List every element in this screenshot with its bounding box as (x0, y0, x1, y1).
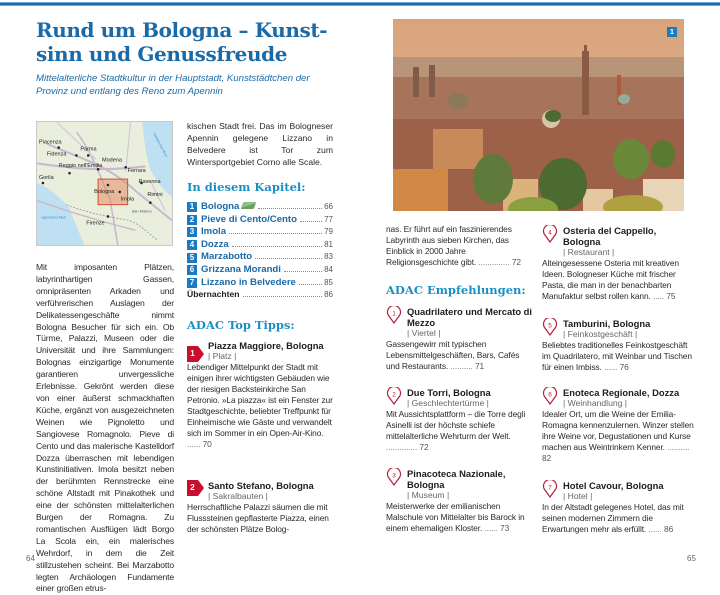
recommendation-title: Pinacoteca Nazionale, Bologna (407, 468, 506, 490)
map-label-san-marino: San Marino (131, 208, 152, 214)
toc-label: Grizzana Morandi (201, 263, 281, 275)
region-map-graphic (37, 122, 172, 245)
recommendation-title: Quadrilatero und Mercato di Mezzo (407, 306, 533, 328)
recommendation-page: 73 (500, 523, 510, 533)
recommendations-heading: ADAC Empfehlungen: (386, 283, 526, 297)
pin-number: 2 (392, 391, 396, 399)
pin-number: 7 (548, 484, 552, 492)
recommendation-category: | Hotel | (563, 491, 593, 501)
top-tip-arrow-icon (187, 346, 201, 362)
recommendation-description: In der Altstadt gelegenes Hotel, das mit seinen modernen Zimmern die Erwartungen mehr als erfüllt. ...... 86 (542, 502, 684, 534)
toc-page: 85 (324, 277, 333, 287)
toc-page: 66 (324, 202, 333, 211)
toc-label: Lizzano in Belvedere (201, 276, 296, 288)
toc-leader-dots (232, 246, 322, 247)
top-tip-number: 1 (187, 346, 198, 362)
map-pin-icon (542, 480, 558, 498)
map-label-piacenza: Piacenza (38, 139, 62, 146)
pin-number: 6 (548, 391, 552, 399)
map-label-bologna: Bologna (94, 188, 115, 195)
map-label-gorila: Gorila (38, 175, 54, 182)
recommendation-entry (386, 306, 534, 372)
chapter-contents-heading: In diesem Kapitel: (187, 180, 306, 194)
top-tip-entry (187, 480, 335, 535)
chapter-subtitle: Mittelalterliche Stadtkultur in der Hauptstadt, Kunststädtchen der Provinz und entlang des Reno zum Apennin (36, 73, 310, 97)
toc-page: 84 (324, 264, 333, 274)
recommendation-page: 71 (474, 361, 485, 371)
page-number-left: 64 (26, 554, 35, 563)
top-tip-arrow-icon (187, 480, 201, 496)
recommendation-description: Mit Aussichtsplattform – die Torre degli Asinelli ist der höchste schiefe mittelalterliche Wehrturm der Welt. .............. 72 (386, 409, 526, 452)
toc-item-overnight[interactable] (187, 289, 333, 302)
map-pin-icon (542, 387, 558, 405)
pin-number: 5 (548, 322, 552, 330)
toc-number-badge: 7 (187, 278, 197, 288)
map-pin-icon (386, 468, 402, 486)
recommendation-entry (542, 225, 694, 302)
recommendation-entry (386, 387, 534, 453)
pin-number: 1 (392, 310, 396, 318)
intro-text: Mit imposanten Plätzen, labyrinthartigen Gassen, omnipräsenten Arkaden und verführerischen Auslagen der Delikatessengeschäfte nimmt Bologna Besucher für sich ein. Ob Türme, Palazzi, Museen oder die Universität und ihre Sammlungen: Bolognas einzigartige Monumente garantieren unvergessliche Erlebnisse. Gekrönt werden diese von einer äußerst schmackhaften Küche, ergänzt von ausgezeichneten Weinen wie Pignoletto und Sangiovese Romagnolo. Pieve di Cento und das malerische Kastelldorf Dozza überraschen mit lebendigen Kunstinitiativen. Imola besitzt neben der berühmten Rennstrecke eine schöne Altstadt mit Pinakothek und eine der schönsten mittelalterlichen Burgen der Romagna. Zu romantischen Ausflügen lädt Borgo La Scola ein, ein malerisches Wehrdorf, in dem die Zeit stillzustehen scheint. Bei Marzabotto legten Archäologen Fundamente einer großen etrus- (36, 262, 174, 594)
recommendation-title: Hotel Cavour, Bologna (563, 480, 664, 491)
recommendation-entry (542, 318, 694, 373)
map-label-parma: Parma (80, 146, 97, 153)
region-map (36, 121, 173, 246)
top-tip-title: Santo Stefano, Bologna (208, 480, 314, 491)
recommendation-page: 86 (664, 524, 674, 534)
recommendation-page: 76 (619, 362, 629, 372)
top-tip-title: Piazza Maggiore, Bologna (208, 340, 324, 351)
toc-item[interactable] (187, 226, 333, 239)
recommendation-title: Due Torri, Bologna (407, 387, 491, 398)
toc-item[interactable] (187, 201, 333, 214)
toc-number-badge: 4 (187, 240, 197, 250)
recommendation-entry (542, 387, 694, 464)
toc-leader-dots (284, 271, 322, 272)
toc-label: Dozza (201, 238, 229, 250)
map-label-fidenza: Fidenza (46, 151, 67, 158)
toc-leader-dots (229, 233, 322, 234)
top-tip-description: Lebendiger Mittelpunkt der Stadt mit einigen ihrer wichtigsten Gebäuden wie der riesigen Backsteinkirche San Petronio. »La piazza« ist ein Fenster zur Stadtgeschichte, beliebter Treffpunkt für Einheimische wie Gäste und verwandelt sich im Sommer in ein Open-Air-Kino. ...... 70 (187, 362, 333, 449)
recommendation-category: | Feinkostgeschäft | (563, 329, 638, 339)
toc-page: 86 (324, 290, 333, 300)
pin-number: 3 (392, 472, 396, 480)
toc-item[interactable] (187, 277, 333, 290)
city-map-book-icon (241, 202, 257, 209)
santo-stefano-page: 72 (511, 257, 521, 267)
toc-item[interactable] (187, 251, 333, 264)
toc-leader-dots (243, 296, 323, 297)
map-label-imola: Imola (120, 196, 135, 203)
top-tip-description: Herrschaftliche Palazzi säumen die mit Flusssteinen gepflasterte Piazza, einen der schönsten Plätze Bolog- (187, 502, 329, 534)
recommendation-title: Enoteca Regionale, Dozza (563, 387, 680, 398)
map-label-adriatic-sea: Adriatisches Meer (152, 132, 169, 158)
toc-number-badge: 5 (187, 253, 197, 263)
map-label-rimini: Rimini (147, 191, 163, 198)
top-tip-entry (187, 340, 335, 450)
recommendation-description: Beliebtes traditionelles Feinkostgeschäft im Quadrilatero, mit Weinbar und Tischen für einen Imbiss. ...... 76 (542, 340, 692, 372)
map-label-firenze: Firenze (86, 220, 105, 227)
map-label-ligurian-sea: Ligurisches Meer (40, 215, 67, 220)
recommendation-page: 72 (419, 442, 429, 452)
map-pin-icon (386, 306, 402, 324)
right-page (360, 0, 720, 570)
recommendation-description: Alteingesessene Osteria mit kreativen Ideen. Bologneser Küche mit frischer Pasta, die man in der benachbarten Manufaktur selbst rollen kann. ..... 75 (542, 258, 679, 301)
top-tip-category: | Sakralbauten | (208, 491, 268, 501)
toc-label: Bologna (201, 201, 240, 212)
recommendation-category: | Viertel | (407, 328, 441, 338)
map-label-modena: Modena (102, 157, 122, 164)
toc-number-badge: 6 (187, 265, 197, 275)
toc-page: 79 (324, 227, 333, 237)
toc-page: 83 (324, 252, 333, 262)
toc-number-badge: 1 (187, 202, 197, 212)
toc-leader-dots (299, 284, 322, 285)
toc-item[interactable] (187, 214, 333, 227)
recommendation-category: | Weinhandlung | (563, 398, 628, 408)
recommendation-description: Idealer Ort, um die Weine der Emilia-Romagna kennenzulernen. Winzer stellen ihre Weine vor, Degustationen und Kurse machen aus Weintrinkern Kenner. .......... 82 (542, 409, 694, 463)
toc-number-badge: 2 (187, 215, 197, 225)
map-label-ravenna: Ravenna (138, 179, 161, 186)
toc-leader-dots (255, 258, 322, 259)
intro-text-continued: kischen Stadt frei. Das im Bologneser Apennin gelegene Lizzano in Belvedere ist Tor zum Wintersportgebiet Corno alle Scale. (187, 121, 333, 167)
toc-page: 77 (324, 214, 333, 224)
chapter-toc (187, 201, 333, 302)
toc-label: Pieve di Cento/Cento (201, 213, 297, 225)
recommendation-entry (386, 468, 534, 534)
recommendation-category: | Restaurant | (563, 247, 615, 257)
recommendation-entry (542, 480, 694, 535)
left-page (0, 0, 360, 594)
recommendation-page: 82 (542, 453, 552, 463)
toc-label: Marzabotto (201, 251, 253, 263)
map-pin-icon (542, 318, 558, 336)
toc-label: Imola (201, 226, 227, 238)
santo-stefano-continued: nas. Er führt auf ein faszinierendes Labyrinth aus sieben Kirchen, das Einblick in 2000 Jahre Religionsgeschichte gibt. .............. 72 (386, 224, 521, 267)
pin-number: 4 (548, 229, 552, 237)
recommendation-page: 75 (666, 291, 676, 301)
map-label-ferrara: Ferrara (127, 168, 146, 175)
toc-item[interactable] (187, 239, 333, 252)
chapter-title: Rund um Bologna – Kunstsinn und Genussfreude (36, 18, 328, 66)
top-tip-number: 2 (187, 480, 198, 496)
map-pin-icon (542, 225, 558, 243)
top-tip-page: 70 (202, 439, 212, 449)
map-pin-icon (386, 387, 402, 405)
top-tips-heading: ADAC Top Tipps: (187, 318, 295, 332)
page-number-right: 65 (687, 554, 696, 563)
toc-item[interactable] (187, 264, 333, 277)
toc-leader-dots (258, 208, 322, 209)
recommendation-category: | Geschlechtertürme | (407, 398, 489, 408)
toc-number-badge: 3 (187, 227, 197, 237)
photo-location-badge: 1 (667, 27, 677, 37)
recommendation-title: Osteria del Cappello, Bologna (563, 225, 657, 247)
toc-label: Übernachten (187, 289, 240, 300)
top-tip-category: | Platz | (208, 351, 237, 361)
toc-page: 81 (324, 239, 333, 249)
recommendation-description: Gassengewirr mit typischen Lebensmittelgeschäften, Bars, Cafés und Restaurants. .......... 71 (386, 339, 520, 371)
recommendation-title: Tamburini, Bologna (563, 318, 651, 329)
toc-leader-dots (300, 221, 322, 222)
map-label-reggio: Reggio nell'Emilia (58, 163, 103, 170)
recommendation-description: Meisterwerke der emilianischen Malschule von Mittelalter bis Barock in einem ehemaligen Kloster. ...... 73 (386, 501, 525, 533)
bologna-skyline-photo (393, 19, 684, 211)
recommendation-category: | Museum | (407, 490, 450, 500)
